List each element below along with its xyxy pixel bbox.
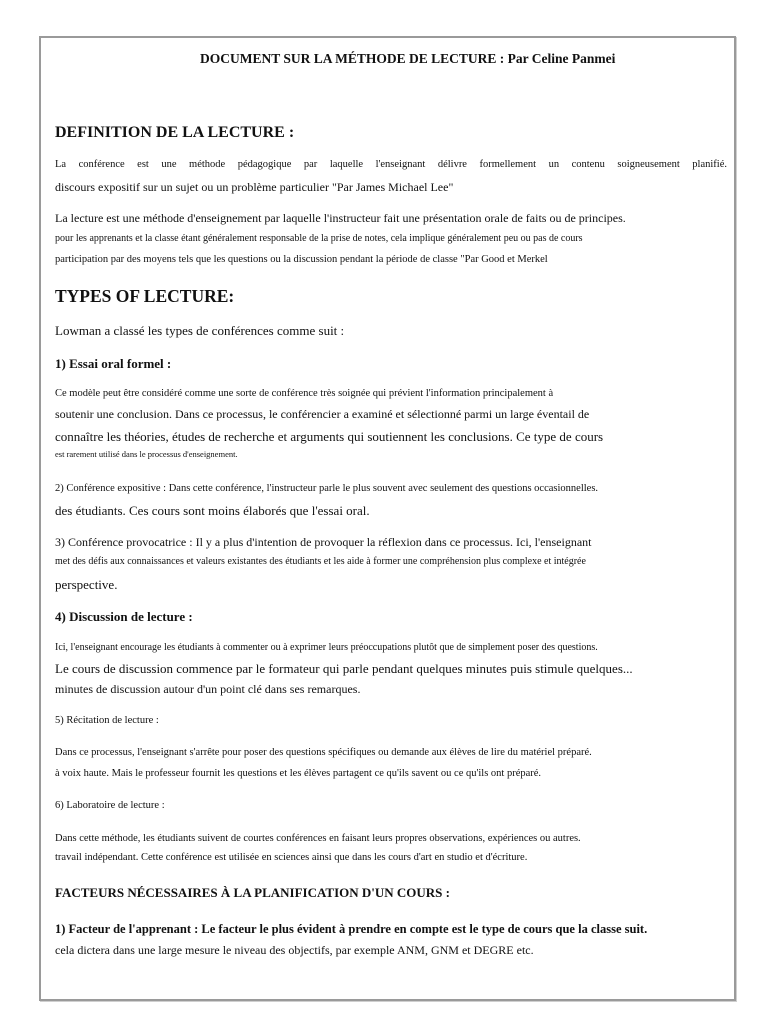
document-title: DOCUMENT SUR LA MÉTHODE DE LECTURE : Par Celine Panmei <box>200 51 616 66</box>
factor1-line2: cela dictera dans une large mesure le niveau des objectifs, par exemple ANM, GNM et DEGRE etc. <box>55 943 534 957</box>
definition-p2-line2: pour les apprenants et la classe étant généralement responsable de la prise de notes, cela implique généralement peu ou pas de cours <box>55 233 583 244</box>
factor1-line1: 1) Facteur de l'apprenant : Le facteur le plus évident à prendre en compte est le type de cours que la classe suit. <box>55 922 648 936</box>
types-heading: TYPES OF LECTURE: <box>55 286 235 306</box>
definition-p2-line1: La lecture est une méthode d'enseignement par laquelle l'instructeur fait une présentation orale de faits ou de principes. <box>55 211 626 225</box>
type2-line2: des étudiants. Ces cours sont moins élaborés que l'essai oral. <box>55 503 370 518</box>
type5-line1: Dans ce processus, l'enseignant s'arrête pour poser des questions spécifiques ou demande aux élèves de lire du matériel préparé. <box>55 747 592 758</box>
type4-heading: 4) Discussion de lecture : <box>55 609 193 624</box>
type5-line2: à voix haute. Mais le professeur fournit les questions et les élèves partagent ce qu'ils savent ou ce qu'ils ont préparé. <box>55 768 542 779</box>
type4-line3: minutes de discussion autour d'un point clé dans ses remarques. <box>55 682 361 696</box>
type1-line4: est rarement utilisé dans le processus d'enseignement. <box>55 449 238 459</box>
type1-line3: connaître les théories, études de recherche et arguments qui soutiennent les conclusions. Ce type de cours <box>55 429 604 444</box>
type3-line2: met des défis aux connaissances et valeurs existantes des étudiants et les aide à former une compréhension plus complexe et intégrée <box>55 556 586 567</box>
definition-p2-line3: participation par des moyens tels que les questions ou la discussion pendant la période de classe "Par Good et Merkel <box>55 254 548 265</box>
type6-heading: 6) Laboratoire de lecture : <box>55 800 165 811</box>
type1-heading: 1) Essai oral formel : <box>55 356 172 371</box>
factors-heading: FACTEURS NÉCESSAIRES À LA PLANIFICATION D'UN COURS : <box>55 885 450 900</box>
type3-line3: perspective. <box>55 577 118 592</box>
type4-line2: Le cours de discussion commence par le formateur qui parle pendant quelques minutes puis stimule quelques... <box>55 661 633 676</box>
type5-heading: 5) Récitation de lecture : <box>55 715 159 726</box>
definition-heading: DEFINITION DE LA LECTURE : <box>55 124 295 141</box>
type1-line1: Ce modèle peut être considéré comme une sorte de conférence très soignée qui prévient l'information principalement à <box>55 388 554 399</box>
types-intro: Lowman a classé les types de conférences comme suit : <box>55 323 345 338</box>
type1-line2: soutenir une conclusion. Dans ce processus, le conférencier a examiné et sélectionné parmi un large éventail de <box>55 407 590 421</box>
type6-line1: Dans cette méthode, les étudiants suivent de courtes conférences en faisant leurs propres observations, expériences ou autres. <box>55 833 581 844</box>
type2-line1: 2) Conférence expositive : Dans cette conférence, l'instructeur parle le plus souvent avec seulement des questions occasionnelles. <box>55 483 599 494</box>
definition-p1-line2: discours expositif sur un sujet ou un problème particulier "Par James Michael Lee" <box>55 180 454 194</box>
type6-line2: travail indépendant. Cette conférence est utilisée en sciences ainsi que dans les cours d'art en studio et d'écriture. <box>55 852 528 863</box>
type4-line1: Ici, l'enseignant encourage les étudiants à commenter ou à exprimer leurs préoccupations plutôt que de simplement poser des questions. <box>55 642 598 653</box>
type3-line1: 3) Conférence provocatrice : Il y a plus d'intention de provoquer la réflexion dans ce processus. Ici, l'enseignant <box>55 535 592 549</box>
definition-p1-line1: La conférence est une méthode pédagogique par laquelle l'enseignant délivre formellement un contenu soigneusement planifié. <box>55 159 727 170</box>
